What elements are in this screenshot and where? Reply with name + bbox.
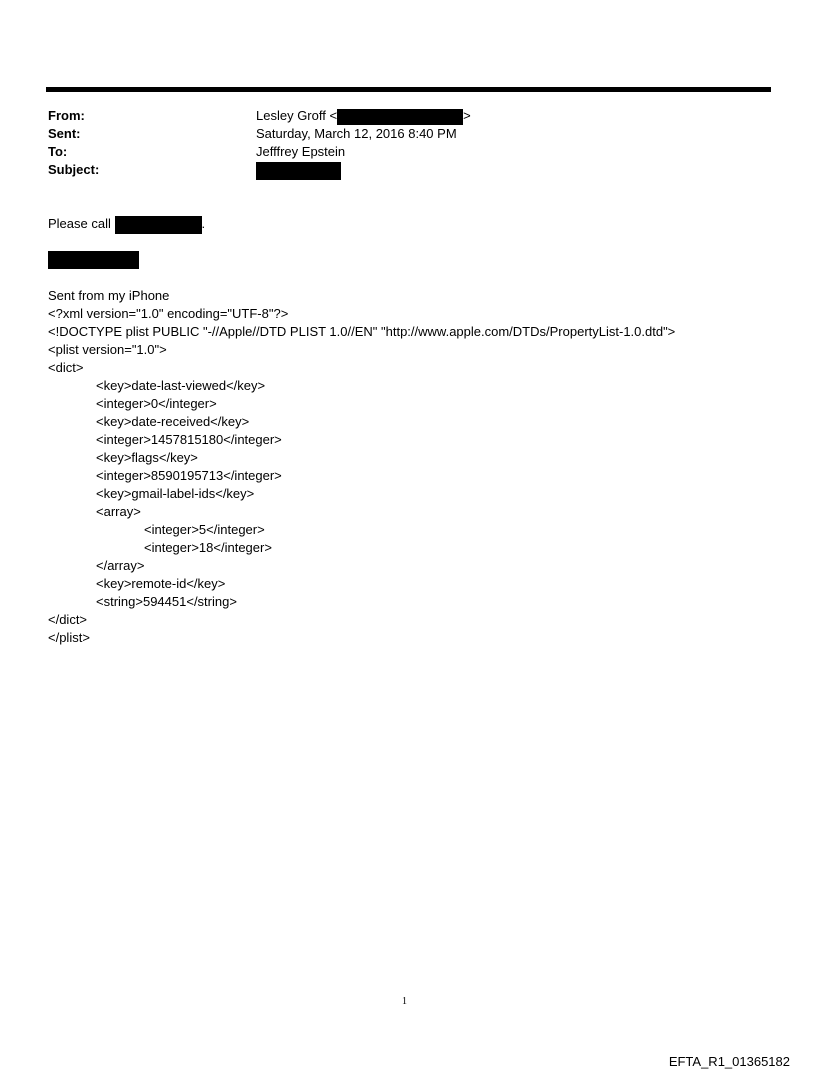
redacted-email [337,109,463,125]
from-value [256,107,471,125]
plist-line: <!DOCTYPE plist PUBLIC "-//Apple//DTD PLIST 1.0//EN" "http://www.apple.com/DTDs/PropertyList-1.0.dtd"> [48,324,676,339]
to-value: Jefffrey Epstein [256,144,346,159]
plist-line: <string>594451</string> [96,594,237,609]
plist-line: <integer>5</integer> [144,522,265,537]
redacted-contact [115,216,202,234]
plist-line: <?xml version="1.0" encoding="UTF-8"?> [48,306,289,321]
sent-from-line: Sent from my iPhone [48,288,170,303]
plist-line: <plist version="1.0"> [48,342,167,357]
subject-value [256,161,341,180]
please-call-text: Please call [48,216,111,231]
redacted-subject [256,162,341,180]
plist-line: <array> [96,504,141,519]
plist-line: </dict> [48,612,88,627]
sent-label: Sent: [48,126,81,141]
plist-line: </array> [96,558,145,573]
subject-label: Subject: [48,162,100,177]
plist-line: <key>gmail-label-ids</key> [96,486,255,501]
redacted-signature [48,251,139,269]
plist-line: <integer>1457815180</integer> [96,432,282,447]
plist-line: <key>date-last-viewed</key> [96,378,266,393]
plist-line: </plist> [48,630,90,645]
please-call-end: . [201,216,206,231]
plist-line: <key>flags</key> [96,450,198,465]
plist-line: <key>date-received</key> [96,414,250,429]
to-label: To: [48,144,68,159]
sent-value: Saturday, March 12, 2016 8:40 PM [256,126,457,141]
from-label: From: [48,108,85,123]
from-close: > [463,108,471,123]
plist-line: <dict> [48,360,84,375]
header-rule [46,87,771,92]
from-name: Lesley Groff < [256,108,338,123]
plist-line: <integer>18</integer> [144,540,272,555]
plist-line: <integer>8590195713</integer> [96,468,282,483]
plist-line: <integer>0</integer> [96,396,217,411]
plist-line: <key>remote-id</key> [96,576,226,591]
please-call-line [48,215,205,234]
bates-number: EFTA_R1_01365182 [668,1054,790,1069]
page-number: 1 [402,996,407,1007]
